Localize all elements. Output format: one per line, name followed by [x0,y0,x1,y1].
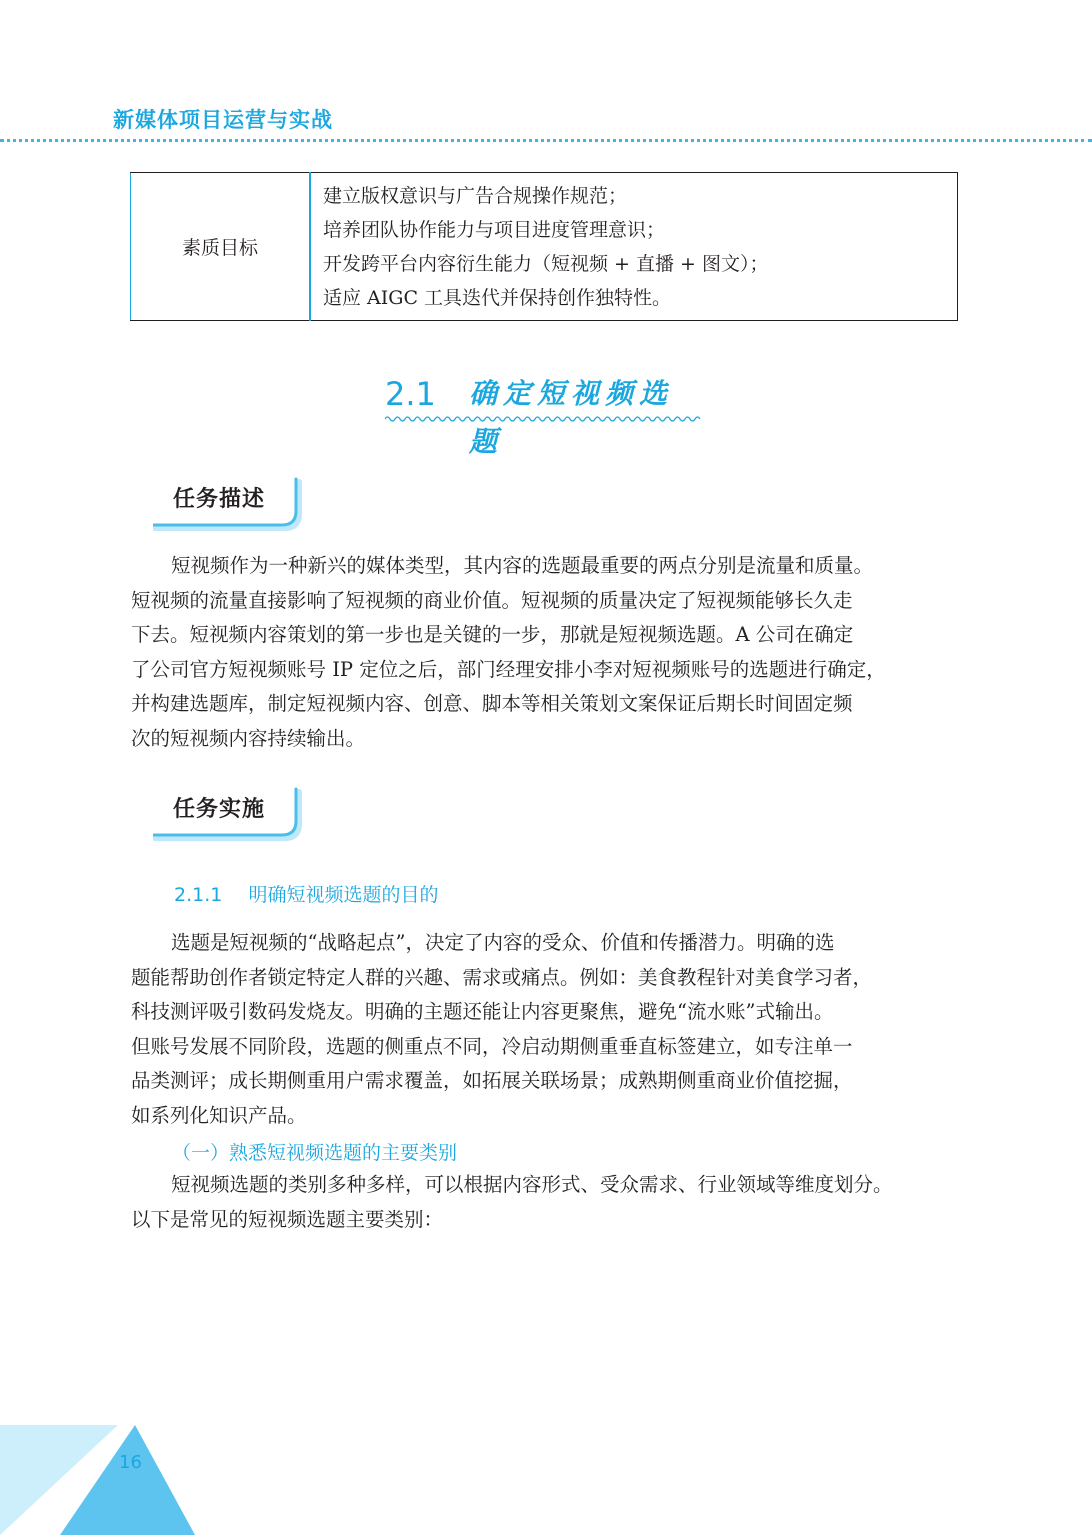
paragraph-line: 但账号发展不同阶段，选题的侧重点不同，冷启动期侧重垂直标签建立，如专注单一 [131,1034,853,1058]
section-number: 2.1 [385,375,436,413]
header-dotted-rule [0,139,1092,142]
subsection-number: 2.1.1 [174,884,223,906]
paragraph-line: 短视频的流量直接影响了短视频的商业价值。短视频的质量决定了短视频能够长久走 [131,588,853,612]
section-title: 确定短视频选题 [469,377,674,458]
quality-goals-table [130,172,958,321]
paragraph-line: 下去。短视频内容策划的第一步也是关键的一步，那就是短视频选题。A 公司在确定 [131,623,854,646]
goals-label: 素质目标 [131,173,311,321]
task-description-heading: 任务描述 [173,487,266,512]
goal-item: 开发跨平台内容衍生能力（短视频 + 直播 + 图文）； [323,252,769,275]
task-implementation-tag [153,786,303,844]
goals-items [310,173,958,321]
paragraph-line: 次的短视频内容持续输出。 [131,726,366,750]
book-title: 新媒体项目运营与实战 [113,108,333,132]
paragraph-line: 品类测评；成长期侧重用户需求覆盖，如拓展关联场景；成熟期侧重商业价值挖掘， [131,1069,853,1092]
goal-item: 培养团队协作能力与项目进度管理意识； [323,218,666,241]
wavy-underline [385,414,705,424]
paragraph-line: 如系列化知识产品。 [131,1103,307,1127]
goal-item: 适应 AIGC 工具迭代并保持创作独特性。 [323,286,672,309]
task-implementation-heading: 任务实施 [173,797,266,822]
task-description-paragraph [131,549,959,756]
page-number: 16 [119,1452,142,1473]
subsection-title: 明确短视频选题的目的 [248,884,439,906]
subsection-heading [174,880,438,907]
point-heading: （一）熟悉短视频选题的主要类别 [172,1142,458,1164]
purpose-paragraph [131,926,959,1133]
goal-item: 建立版权意识与广告合规操作规范； [323,184,628,207]
paragraph-line: 短视频作为一种新兴的媒体类型，其内容的选题最重要的两点分别是流量和质量。 [171,554,874,577]
paragraph-line: 选题是短视频的“战略起点”，决定了内容的受众、价值和传播潜力。明确的选 [171,931,835,954]
footer-triangle-decoration [0,1425,200,1535]
paragraph-line: 了公司官方短视频账号 IP 定位之后，部门经理安排小李对短视频账号的选题进行确定， [131,657,886,681]
categories-paragraph [131,1168,959,1237]
paragraph-line: 并构建选题库，制定短视频内容、创意、脚本等相关策划文案保证后期长时间固定频 [131,692,853,715]
paragraph-line: 科技测评吸引数码发烧友。明确的主题还能让内容更聚焦，避免“流水账”式输出。 [131,1000,834,1023]
task-description-tag [153,476,303,534]
paragraph-line: 以下是常见的短视频选题主要类别： [131,1207,444,1231]
paragraph-line: 题能帮助创作者锁定特定人群的兴趣、需求或痛点。例如：美食教程针对美食学习者， [131,965,873,989]
section-heading [385,370,705,458]
paragraph-line: 短视频选题的类别多种多样，可以根据内容形式、受众需求、行业领域等维度划分。 [171,1173,893,1196]
